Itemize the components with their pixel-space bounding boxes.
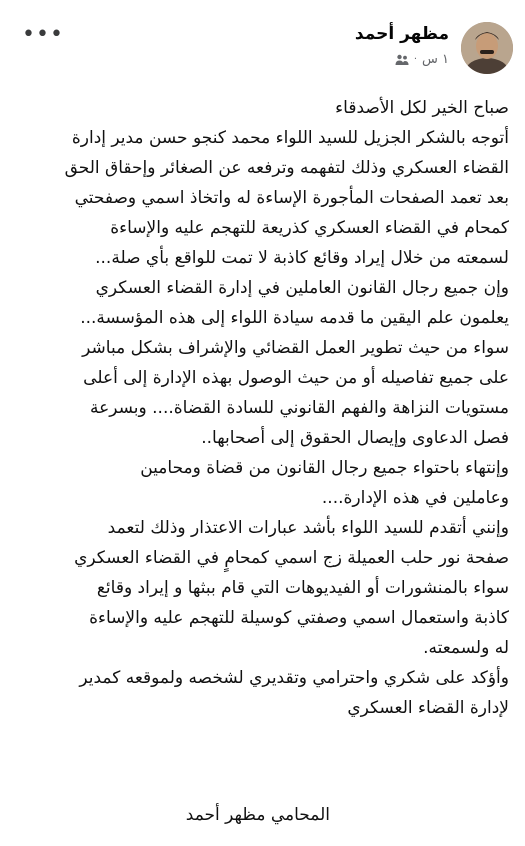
post-line: أتوجه بالشكر الجزيل للسيد اللواء محمد كنجو حسن مدير إدارة <box>71 128 509 148</box>
more-options-button[interactable]: ••• <box>22 22 64 47</box>
post-time[interactable]: ١ س <box>422 52 449 67</box>
post-line: لسمعته من خلال إيراد وقائع كاذبة لا تمت للواقع بأي صلة... <box>95 248 509 268</box>
friends-icon[interactable] <box>395 54 409 66</box>
post-line: وإنتهاء باحتواء جميع رجال القانون من قضاة ومحامين <box>140 458 509 478</box>
post-line: على جميع تفاصيله أو من حيث الوصول بهذه الإدارة إلى أعلى <box>83 368 509 388</box>
signature: المحامي مظهر أحمد <box>185 805 330 825</box>
author-name[interactable]: مظهر أحمد <box>354 24 449 44</box>
avatar-image <box>461 22 513 74</box>
avatar[interactable] <box>461 22 513 74</box>
post-line: مستويات النزاهة والفهم القانوني للسادة القضاة.... وبسرعة <box>89 398 509 418</box>
post-line: القضاء العسكري وذلك لتفهمه وترفعه عن الصغائر وإحقاق الحق <box>64 158 509 178</box>
meta-separator: · <box>413 54 417 65</box>
post-line: كمحام في القضاء العسكري كذريعة للتهجم عليه والإساءة <box>110 218 509 238</box>
post-line: له ولسمعته. <box>423 638 509 658</box>
post-line: فصل الدعاوى وإيصال الحقوق إلى أصحابها.. <box>201 428 509 448</box>
post-meta <box>355 52 449 67</box>
post-body <box>14 93 509 723</box>
post-line: وإن جميع رجال القانون العاملين في إدارة القضاء العسكري <box>95 278 509 298</box>
post-line: وأؤكد على شكري واحترامي وتقديري لشخصه ولموقعه كمدير <box>79 668 509 688</box>
post-line: وعاملين في هذه الإدارة.... <box>321 488 509 508</box>
post-line: سواء بالمنشورات أو الفيديوهات التي قام ببثها و إيراد وقائع <box>96 578 509 598</box>
post-line: صباح الخير لكل الأصدقاء <box>335 98 509 118</box>
author-block <box>355 24 449 67</box>
post-line: بعد تعمد الصفحات المأجورة الإساءة له واتخاذ اسمي وصفحتي <box>74 188 509 208</box>
post-line: كاذبة واستعمال اسمي وصفتي كوسيلة للتهجم عليه والإساءة <box>89 608 509 628</box>
post-line: لإدارة القضاء العسكري <box>347 698 509 718</box>
post-line: سواء من حيث تطوير العمل القضائي والإشراف بشكل مباشر <box>82 338 509 358</box>
post-line: صفحة نور حلب العميلة زج اسمي كمحامٍ في القضاء العسكري <box>74 548 509 568</box>
post-line: وإنني أتقدم للسيد اللواء بأشد عبارات الاعتذار وذلك لتعمد <box>107 518 509 538</box>
post-line: يعلمون علم اليقين ما قدمه سيادة اللواء إلى هذه المؤسسة... <box>80 308 509 328</box>
post-header <box>12 14 513 84</box>
